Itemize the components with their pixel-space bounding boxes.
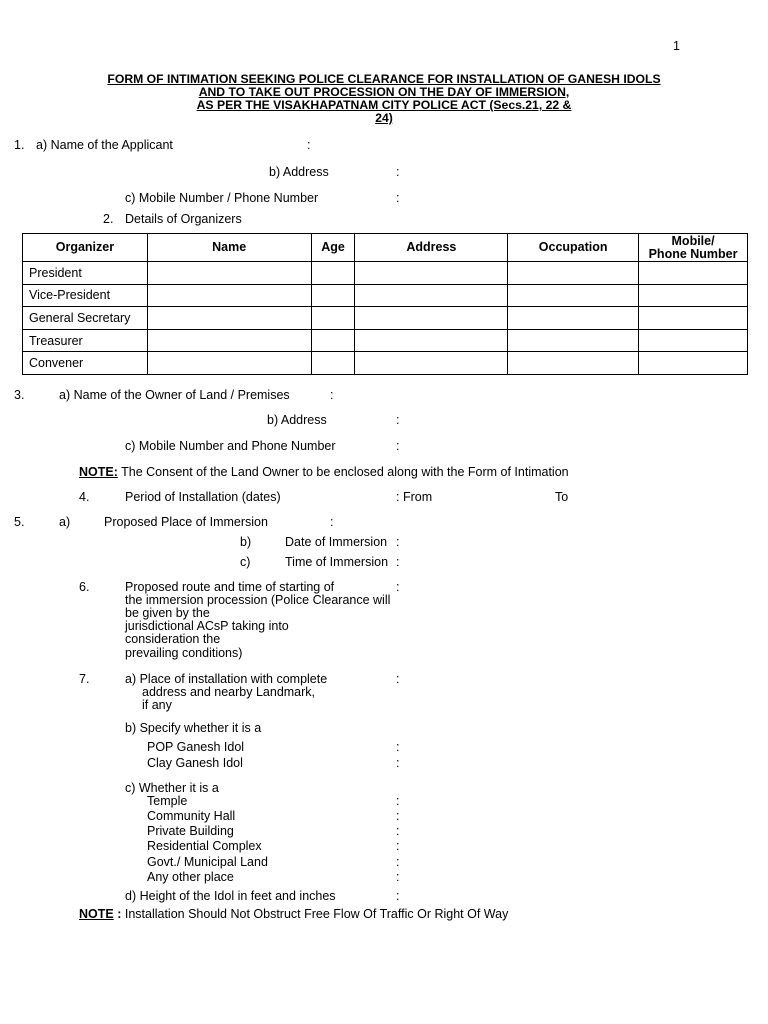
q3a-label: a) Name of the Owner of Land / Premises	[59, 388, 290, 402]
q7c-option-other-place-colon: :	[396, 870, 400, 884]
q5-number: 5.	[14, 515, 25, 529]
q7c-option-private-building-colon: :	[396, 824, 400, 838]
q5a-marker: a)	[59, 515, 71, 529]
cell-mobile[interactable]	[639, 262, 748, 285]
table-row	[23, 284, 748, 307]
cell-address[interactable]	[355, 284, 508, 307]
q3-number: 3.	[14, 388, 25, 402]
row-label-general-secretary: General Secretary	[23, 307, 148, 330]
form-title-line-2: AND TO TAKE OUT PROCESSION ON THE DAY OF IMMERSION,	[198, 85, 570, 99]
q3b-colon: :	[396, 413, 400, 427]
q6-line-5: consideration the	[125, 632, 221, 646]
q1c-label: c) Mobile Number / Phone Number	[125, 191, 319, 205]
q6-line-2: the immersion procession (Police Clearance will	[125, 593, 391, 607]
q7c-option-govt-land-colon: :	[396, 855, 400, 869]
cell-occupation[interactable]	[508, 262, 639, 285]
q3a-colon: :	[330, 388, 334, 402]
cell-occupation[interactable]	[508, 307, 639, 330]
q3c-colon: :	[396, 439, 400, 453]
col-header-name: Name	[147, 234, 311, 262]
table-row	[23, 262, 748, 285]
row-label-treasurer: Treasurer	[23, 329, 148, 352]
q7c-option-private-building: Private Building	[147, 824, 234, 838]
table-row	[23, 307, 748, 330]
q1a-label: a) Name of the Applicant	[36, 138, 173, 152]
q7a-line-1: a) Place of installation with complete	[125, 672, 328, 686]
q1a-colon: :	[307, 138, 311, 152]
note-traffic-text: Installation Should Not Obstruct Free Flow Of Traffic Or Right Of Way	[121, 907, 509, 921]
table-row	[23, 352, 748, 375]
q7b-option-clay-colon: :	[396, 756, 400, 770]
q2-number: 2.	[103, 212, 114, 226]
q7b-label: b) Specify whether it is a	[125, 721, 262, 735]
cell-age[interactable]	[311, 329, 355, 352]
q1c-colon: :	[396, 191, 400, 205]
note-traffic-label: NOTE	[79, 907, 114, 921]
cell-occupation[interactable]	[508, 329, 639, 352]
cell-address[interactable]	[355, 329, 508, 352]
q5a-colon: :	[330, 515, 334, 529]
q7c-option-community-hall: Community Hall	[147, 809, 236, 823]
q4-from-label: : From	[396, 490, 433, 504]
q5b-marker: b)	[240, 535, 252, 549]
note-traffic-colon: :	[113, 907, 122, 921]
q6-colon: :	[396, 580, 400, 594]
q3c-label: c) Mobile Number and Phone Number	[125, 439, 336, 453]
col-header-occupation: Occupation	[508, 234, 639, 262]
row-label-convener: Convener	[23, 352, 148, 375]
q6-line-4: jurisdictional ACsP taking into	[125, 619, 289, 633]
q5c-colon: :	[396, 555, 400, 569]
q5b-label: Date of Immersion	[285, 535, 388, 549]
q7d-colon: :	[396, 889, 400, 903]
q7c-option-residential-complex-colon: :	[396, 839, 400, 853]
q1b-colon: :	[396, 165, 400, 179]
row-label-vice-president: Vice-President	[23, 284, 148, 307]
col-header-mobile	[639, 234, 748, 262]
col-header-mobile-line-2: Phone Number	[648, 246, 738, 261]
q3b-label: b) Address	[267, 413, 327, 427]
q7-number: 7.	[79, 672, 90, 686]
table-header-row	[23, 234, 748, 262]
col-header-organizer: Organizer	[23, 234, 148, 262]
cell-occupation[interactable]	[508, 352, 639, 375]
q5c-label: Time of Immersion	[285, 555, 389, 569]
row-label-president: President	[23, 262, 148, 285]
organizers-table	[22, 233, 748, 375]
cell-address[interactable]	[355, 262, 508, 285]
col-header-address: Address	[355, 234, 508, 262]
q7c-option-temple: Temple	[147, 794, 188, 808]
q6-number: 6.	[79, 580, 90, 594]
note-label: NOTE:	[79, 465, 118, 479]
q4-to-label: To	[555, 490, 569, 504]
cell-mobile[interactable]	[639, 329, 748, 352]
q7a-colon: :	[396, 672, 400, 686]
q7c-option-community-hall-colon: :	[396, 809, 400, 823]
cell-age[interactable]	[311, 284, 355, 307]
q7c-option-other-place: Any other place	[147, 870, 234, 884]
cell-name[interactable]	[147, 284, 311, 307]
cell-occupation[interactable]	[508, 284, 639, 307]
q4-label: Period of Installation (dates)	[125, 490, 281, 504]
q7b-option-pop-colon: :	[396, 740, 400, 754]
cell-name[interactable]	[147, 307, 311, 330]
q4-number: 4.	[79, 490, 90, 504]
q6-line-6: prevailing conditions)	[125, 646, 243, 660]
q7c-label: c) Whether it is a	[125, 781, 219, 795]
page-number: 1	[673, 39, 680, 53]
note-consent	[79, 466, 569, 479]
q7d-label: d) Height of the Idol in feet and inches	[125, 889, 336, 903]
q7b-option-pop: POP Ganesh Idol	[147, 740, 245, 754]
cell-address[interactable]	[355, 307, 508, 330]
q7c-option-temple-colon: :	[396, 794, 400, 808]
q7a-line-3: if any	[142, 698, 172, 712]
q1-number: 1.	[14, 138, 25, 152]
q7a-line-2: address and nearby Landmark,	[142, 685, 316, 699]
cell-name[interactable]	[147, 352, 311, 375]
form-title-line-1: FORM OF INTIMATION SEEKING POLICE CLEARANCE FOR INSTALLATION OF GANESH IDOLS	[107, 72, 661, 86]
cell-name[interactable]	[147, 262, 311, 285]
q5a-label: Proposed Place of Immersion	[104, 515, 268, 529]
q6-line-3: be given by the	[125, 606, 210, 620]
cell-name[interactable]	[147, 329, 311, 352]
cell-mobile[interactable]	[639, 307, 748, 330]
q5b-colon: :	[396, 535, 400, 549]
q1b-label: b) Address	[269, 165, 329, 179]
cell-age[interactable]	[311, 307, 355, 330]
q7c-option-residential-complex: Residential Complex	[147, 839, 262, 853]
note-traffic	[79, 908, 508, 921]
cell-age[interactable]	[311, 352, 355, 375]
q7b-option-clay: Clay Ganesh Idol	[147, 756, 243, 770]
note-text: The Consent of the Land Owner to be enclosed along with the Form of Intimation	[117, 465, 569, 479]
col-header-mobile-line-1: Mobile/	[671, 233, 715, 248]
q7c-option-govt-land: Govt./ Municipal Land	[147, 855, 268, 869]
q5c-marker: c)	[240, 555, 251, 569]
q6-line-1: Proposed route and time of starting of	[125, 580, 335, 594]
cell-address[interactable]	[355, 352, 508, 375]
q2-label: Details of Organizers	[125, 212, 242, 226]
cell-age[interactable]	[311, 262, 355, 285]
cell-mobile[interactable]	[639, 284, 748, 307]
col-header-age: Age	[311, 234, 355, 262]
cell-mobile[interactable]	[639, 352, 748, 375]
form-title-line-4: 24)	[375, 111, 393, 125]
table-row	[23, 329, 748, 352]
form-title-line-3: AS PER THE VISAKHAPATNAM CITY POLICE ACT (Secs.21, 22 &	[196, 98, 572, 112]
